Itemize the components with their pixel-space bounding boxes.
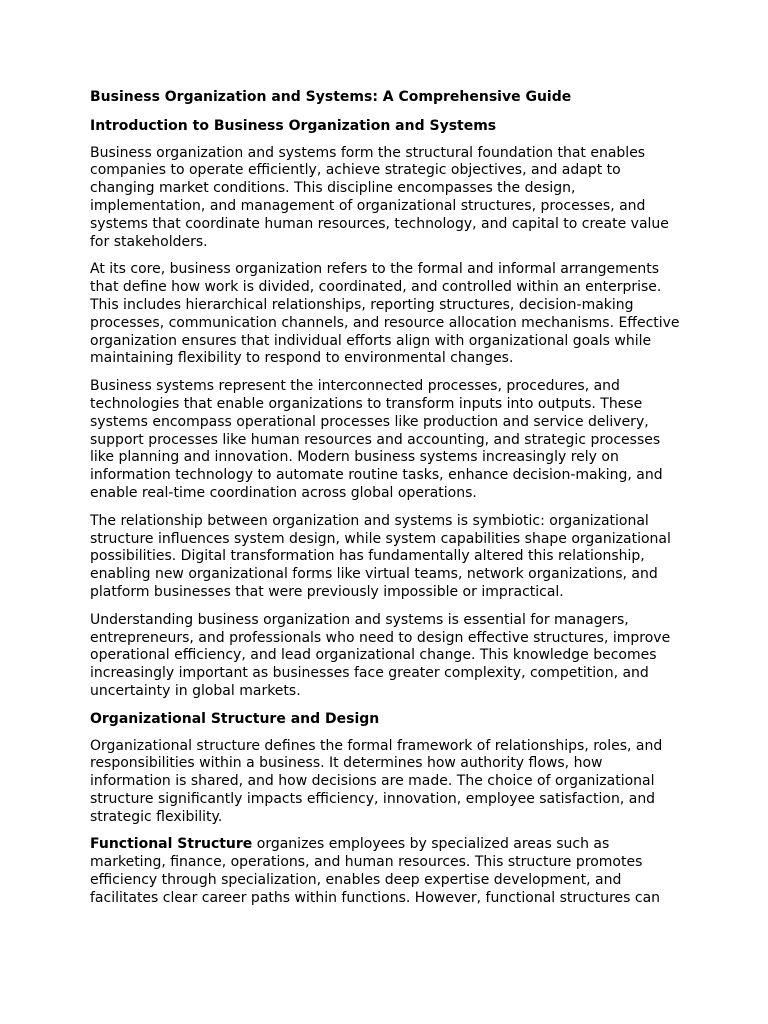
paragraph: Business organization and systems form the structural foundation that enables companies to operate efficiently, achieve strategic objectives, and adapt to changing market conditions. This discipline encompasses the design, implementation, and management of organizational structures, processes, and systems that coordinate human resources, technology, and capital to create value for stakeholders. bbox=[90, 144, 669, 250]
section-heading-introduction: Introduction to Business Organization and Systems bbox=[90, 117, 497, 134]
paragraph: At its core, business organization refers to the formal and informal arrangements that define how work is divided, coordinated, and controlled within an enterprise. This includes hierarchical relationships, reporting structures, decision-making processes, communication channels, and resource allocation mechanisms. Effective organization ensures that individual efforts align with organizational goals while maintaining flexibility to respond to environmental changes. bbox=[90, 261, 680, 367]
term-functional-structure: Functional Structure bbox=[90, 836, 253, 853]
paragraph: Organizational structure defines the formal framework of relationships, roles, and responsibilities within a business. It determines how authority flows, how information is shared, and how decisions are made. The choice of organizational structure significantly impacts efficiency, innovation, employee satisfaction, and strategic flexibility. bbox=[90, 737, 663, 825]
document-title: Business Organization and Systems: A Comprehensive Guide bbox=[90, 89, 572, 105]
paragraph: The relationship between organization and systems is symbiotic: organizational structure influences system design, while system capabilities shape organizational possibilities. Digital transformation has fundamentally altered this relationship, enabling new organizational forms like virtual teams, network organizations, and platform businesses that were previously impossible or impractical. bbox=[90, 512, 671, 600]
paragraph: Business systems represent the interconnected processes, procedures, and technologies that enable organizations to transform inputs into outputs. These systems encompass operational processes like production and service delivery, support processes like human resources and accounting, and strategic processes like planning and innovation. Modern business systems increasingly rely on information technology to automate routine tasks, enhance decision-making, and enable real-time coordination across global operations. bbox=[90, 378, 663, 501]
section-heading-organizational-structure: Organizational Structure and Design bbox=[90, 710, 380, 727]
paragraph: Understanding business organization and systems is essential for managers, entrepreneurs, and professionals who need to design effective structures, improve operational efficiency, and lead organizational change. This knowledge becomes increasingly important as businesses face greater complexity, competition, and uncertainty in global markets. bbox=[90, 611, 671, 699]
term-description: organizes employees by specialized areas such as marketing, finance, operations, and human resources. This structure promotes efficiency through specialization, enables deep expertise development, and facilitates clear career paths within functions. However, functional structures can bbox=[90, 836, 661, 906]
document-page bbox=[90, 89, 680, 908]
functional-structure-paragraph bbox=[90, 836, 680, 907]
